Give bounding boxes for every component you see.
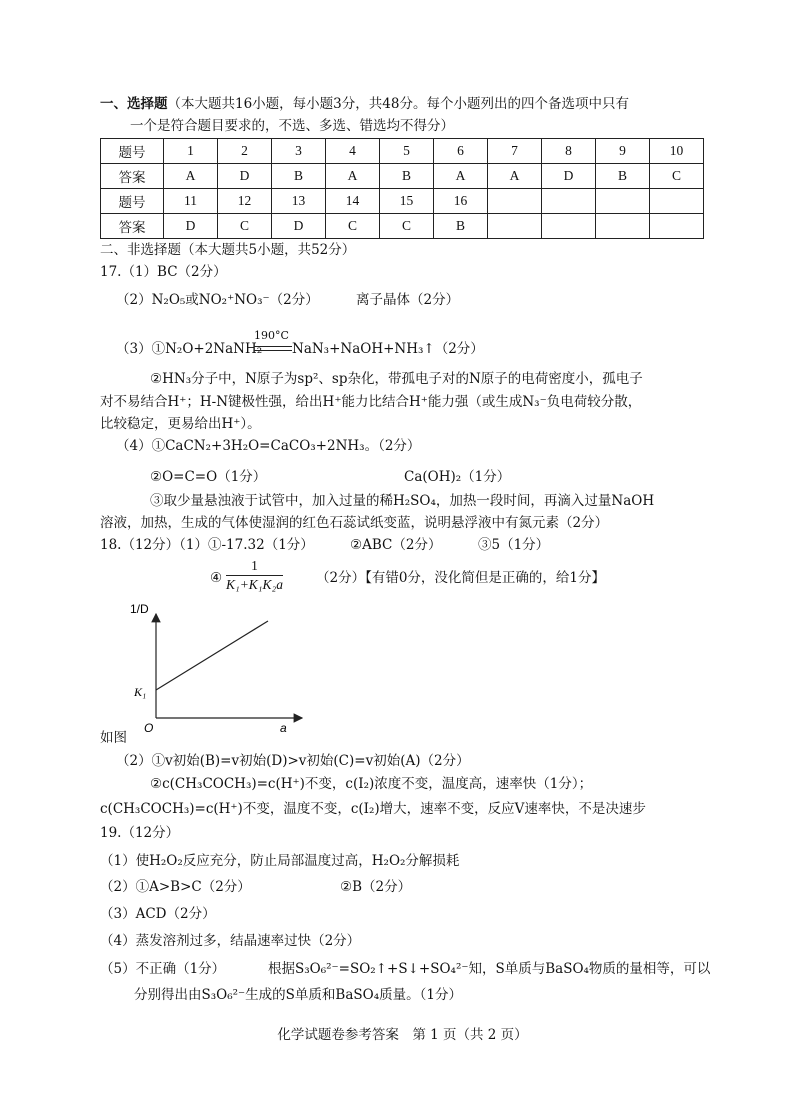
table-cell [596, 189, 650, 214]
table-cell-label: 答案 [101, 164, 164, 189]
table-cell: C [326, 214, 380, 239]
q19-part2-1: （2）①A>B>C（2分） [100, 879, 251, 895]
table-cell: C [218, 214, 272, 239]
q18-part1-4-note: （2分）【有错0分，没化简但是正确的，给1分】 [316, 570, 606, 586]
table-cell: A [434, 164, 488, 189]
table-row [101, 164, 704, 189]
equals-line-bottom [254, 350, 292, 351]
table-cell [542, 214, 596, 239]
q19-part5-reason-line2: 分别得出由S₃O₆²⁻生成的S单质和BaSO₄质量。（1分） [134, 987, 462, 1003]
table-cell: 10 [650, 139, 704, 164]
q19-title: 19.（12分） [100, 825, 180, 841]
answer-table [100, 138, 704, 239]
table-cell: B [596, 164, 650, 189]
origin-label: O [144, 721, 154, 735]
q19-part5-reason: 根据S₃O₆²⁻=SO₂↑+S↓+SO₄²⁻知，S单质与BaSO₄物质的量相等，可以 [268, 961, 711, 977]
section2-desc: （本大题共5小题，共52分） [181, 242, 356, 258]
reaction-condition: 190°C [254, 329, 289, 342]
table-cell [650, 214, 704, 239]
table-cell: 13 [272, 189, 326, 214]
table-cell [650, 189, 704, 214]
q17-part2-crystal: 离子晶体（2分） [356, 292, 460, 308]
table-cell: 15 [380, 189, 434, 214]
table-cell: 16 [434, 189, 488, 214]
figure-caption: 如图 [100, 730, 127, 746]
table-cell: 6 [434, 139, 488, 164]
q17-part4-2-base: Ca(OH)₂（1分） [404, 469, 511, 485]
section2-title: 二、非选择题 [100, 242, 181, 258]
q17-part1: 17.（1）BC（2分） [100, 264, 227, 280]
table-cell: B [434, 214, 488, 239]
q17-part3-products: NaN₃+NaOH+NH₃↑（2分） [292, 341, 484, 357]
q17-part4-1: （4）①CaCN₂+3H₂O=CaCO₃+2NH₃。（2分） [116, 438, 421, 454]
q18-part1-2: ②ABC（2分） [350, 537, 442, 553]
table-cell-label: 题号 [101, 189, 164, 214]
q18-part2-2-line1: ②c(CH₃COCH₃)=c(H⁺)不变，c(I₂)浓度不变，温度高，速率快（1分）； [150, 776, 593, 792]
page-footer: 化学试题卷参考答案 第 1 页（共 2 页） [277, 1027, 528, 1043]
table-cell: A [164, 164, 218, 189]
table-cell: D [542, 164, 596, 189]
table-row [101, 139, 704, 164]
equals-line-top [254, 346, 292, 347]
q17-part3-2-line1: ②HN₃分子中，N原子为sp²、sp杂化，带孤电子对的N原子的电荷密度小，孤电子 [150, 371, 643, 387]
table-cell [488, 214, 542, 239]
q17-part4-3-line1: ③取少量悬浊液于试管中，加入过量的稀H₂SO₄，加热一段时间，再滴入过量NaOH [150, 493, 655, 509]
table-cell: 1 [164, 139, 218, 164]
q17-part3-2-line2: 对不易结合H⁺；H-N键极性强，给出H⁺能力比结合H⁺能力强（或生成N₃⁻负电荷较分散， [100, 394, 642, 410]
q18-part1-4-mark: ④ [210, 570, 223, 586]
x-axis-label: a [280, 721, 287, 735]
table-cell: 5 [380, 139, 434, 164]
y-axis-label: 1/D [130, 602, 149, 616]
q19-part1: （1）使H₂O₂反应充分，防止局部温度过高，H₂O₂分解损耗 [100, 853, 460, 869]
section1-desc-line2: 一个是符合题目要求的，不选、多选、错选均不得分） [130, 118, 454, 134]
q18-part2-1: （2）①v初始(B)=v初始(D)>v初始(C)=v初始(A)（2分） [116, 753, 470, 769]
table-cell-label: 题号 [101, 139, 164, 164]
table-cell: 2 [218, 139, 272, 164]
table-cell: B [272, 164, 326, 189]
linear-plot [120, 600, 320, 735]
intercept-label: K₁ [134, 685, 147, 699]
table-cell: D [272, 214, 326, 239]
q17-part3-2-line3: 比较稳定，更易给出H⁺）。 [100, 416, 261, 432]
section1-desc: （本大题共16小题，每小题3分，共48分。每个小题列出的四个备选项中只有 [167, 96, 629, 112]
q19-part3: （3）ACD（2分） [100, 906, 216, 922]
section1-title: 一、选择题 [100, 96, 168, 112]
table-cell: A [488, 164, 542, 189]
fraction-expression [226, 557, 283, 594]
q18-part2-2-line2: c(CH₃COCH₃)=c(H⁺)不变，温度不变，c(I₂)增大，速率不变，反应V速率快，不是决速步 [100, 801, 646, 817]
table-cell: B [380, 164, 434, 189]
table-cell: 8 [542, 139, 596, 164]
q17-part4-3-line2: 溶液，加热，生成的气体使湿润的红色石蕊试纸变蓝，说明悬浮液中有氮元素（2分） [100, 515, 609, 531]
table-cell [596, 214, 650, 239]
table-cell: C [380, 214, 434, 239]
q19-part5-verdict: （5）不正确（1分） [100, 961, 226, 977]
table-cell: A [326, 164, 380, 189]
table-cell: 3 [272, 139, 326, 164]
table-cell [488, 189, 542, 214]
q19-part2-2: ②B（2分） [340, 879, 412, 895]
table-cell: 14 [326, 189, 380, 214]
table-cell [542, 189, 596, 214]
table-cell: D [218, 164, 272, 189]
fraction-denominator: K₁+K₁K₂a [226, 577, 283, 592]
table-cell: 9 [596, 139, 650, 164]
fraction-numerator: 1 [226, 557, 283, 576]
q17-part2-formula: （2）N₂O₅或NO₂⁺NO₃⁻（2分） [116, 292, 319, 308]
table-cell: C [650, 164, 704, 189]
table-cell: D [164, 214, 218, 239]
q18-part1-3: ③5（1分） [478, 537, 550, 553]
q19-part4: （4）蒸发溶剂过多，结晶速率过快（2分） [100, 933, 361, 949]
table-row [101, 189, 704, 214]
q17-part3-reactants: （3）①N₂O+2NaNH₂ [116, 341, 263, 357]
section1-heading [100, 94, 629, 114]
q18-part1-1: 18.（12分）（1）①-17.32（1分） [100, 537, 314, 553]
table-row [101, 214, 704, 239]
data-line [156, 621, 268, 690]
section2-heading [100, 240, 355, 260]
table-cell: 4 [326, 139, 380, 164]
table-cell: 7 [488, 139, 542, 164]
q17-part4-2-structure: ②O=C=O（1分） [150, 469, 267, 485]
table-cell: 12 [218, 189, 272, 214]
table-cell: 11 [164, 189, 218, 214]
table-cell-label: 答案 [101, 214, 164, 239]
